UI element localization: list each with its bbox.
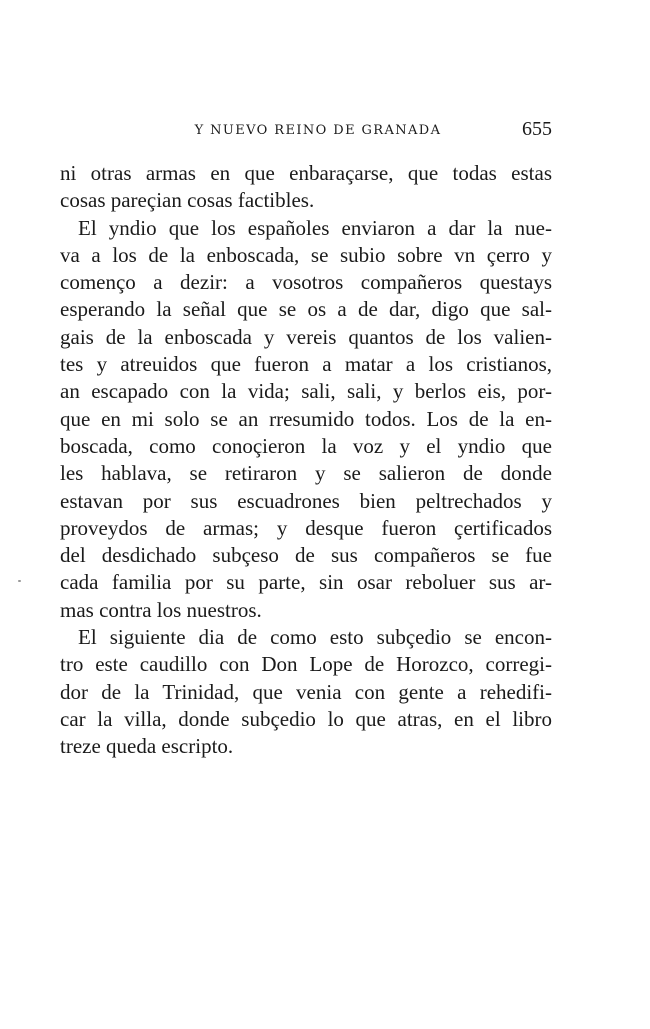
text-line: tes y atreuidos que fueron a matar a los cristianos, [60,352,552,377]
text-line: del desdichado subçeso de sus compañeros se fue [60,543,552,568]
text-line: tro este caudillo con Don Lope de Horozco, corregi- [60,652,552,677]
text-line: començo a dezir: a vosotros compañeros questays [60,270,552,295]
margin-speck [18,580,21,582]
running-title: Y NUEVO REINO DE GRANADA [194,123,442,138]
text-line: car la villa, donde subçedio lo que atras, en el libro [60,706,552,731]
text-line: cada familia por su parte, sin osar reboluer sus ar- [60,570,552,595]
text-line: les hablava, se retiraron y se salieron de donde [60,461,552,486]
text-line: boscada, como conoçieron la voz y el yndio que [60,433,552,458]
page-header [60,118,552,142]
text-line: esperando la señal que se os a de dar, digo que sal- [60,297,552,322]
text-line: que en mi solo se an rresumido todos. Los de la en- [60,406,552,431]
text-line: gais de la enboscada y vereis quantos de los valien- [60,324,552,349]
text-line: treze queda escripto. [60,734,234,759]
text-line: dor de la Trinidad, que venia con gente a rehedifi- [60,679,552,704]
text-line: an escapado con la vida; sali, sali, y berlos eis, por- [60,379,552,404]
text-line: mas contra los nuestros. [60,597,262,622]
text-line: El yndio que los españoles enviaron a dar la nue- [78,215,552,240]
text-line: cosas pareçian cosas factibles. [60,188,315,213]
text-line: estavan por sus escuadrones bien peltrechados y [60,488,552,513]
body-text [60,160,552,761]
text-line: ni otras armas en que enbaraçarse, que todas estas [60,161,552,185]
page-number: 655 [522,118,552,140]
text-line: proveydos de armas; y desque fueron çertificados [60,515,552,540]
text-line: va a los de la enboscada, se subio sobre vn çerro y [60,242,552,267]
text-line: El siguiente dia de como esto subçedio se encon- [78,625,552,650]
